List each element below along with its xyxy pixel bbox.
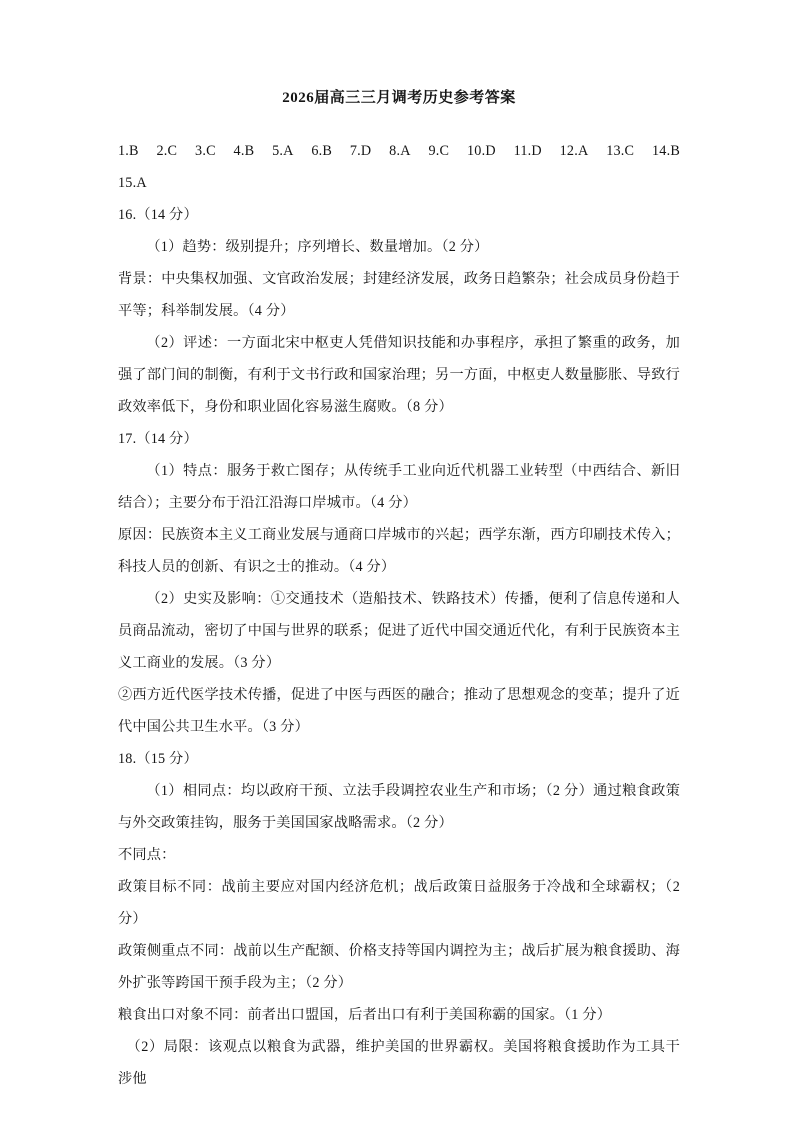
q17-part2-item2: ②西方近代医学技术传播，促进了中医与西医的融合；推动了思想观念的变革；提升了近代中国公共卫生水平。（3 分） [118,687,680,735]
q18-diff-focus: 政策侧重点不同：战前以生产配额、价格支持等国内调控为主；战后扩展为粮食援助、海外扩张等跨国干预手段为主；（2 分） [118,943,680,991]
q18-diff-goal: 政策目标不同：战前主要应对国内经济危机；战后政策日益服务于冷战和全球霸权；（2 分） [118,879,680,927]
mcq-answer-1: 1.B [118,143,139,159]
question-18-heading: 18.（15 分） [118,751,198,767]
page-title: 2026届高三三月调考历史参考答案 [282,90,516,106]
mcq-answer-12: 12.A [559,143,589,159]
q17-part1-features: （1）特点：服务于救亡图存；从传统手工业向近代机器工业转型（中西结合、新旧结合）；主要分布于沿江沿海口岸城市。（4 分） [118,463,680,511]
mcq-answer-13: 13.C [606,143,635,159]
mcq-answer-2: 2.C [156,143,178,159]
q18-part2-limitation: （2）局限：该观点以粮食为武器，维护美国的世界霸权。美国将粮食援助作为工具干涉他 [118,1039,680,1087]
mcq-answer-14: 14.B [652,143,680,159]
mcq-answer-8: 8.A [389,143,411,159]
q16-part2-review: （2）评述：一方面北宋中枢吏人凭借知识技能和办事程序，承担了繁重的政务，加强了部门间的制衡，有利于文书行政和国家治理；另一方面，中枢吏人数量膨胀、导致行政效率低下，身份和职业固化容易滋生腐败。（8 分） [118,335,680,415]
question-17-heading: 17.（14 分） [118,431,198,447]
q16-part1-trend: （1）趋势：级别提升；序列增长、数量增加。（2 分） [146,239,489,255]
q17-part1-reasons: 原因：民族资本主义工商业发展与通商口岸城市的兴起；西学东渐，西方印刷技术传入；科技人员的创新、有识之士的推动。（4 分） [118,527,680,575]
mcq-answer-6: 6.B [311,143,333,159]
question-16-heading: 16.（14 分） [118,207,198,223]
q17-part2-item1: （2）史实及影响：①交通技术（造船技术、铁路技术）传播，便利了信息传递和人员商品流动，密切了中国与世界的联系；促进了近代中国交通近代化，有利于民族资本主义工商业的发展。（3 分） [118,591,680,671]
mcq-answer-7: 7.D [349,143,372,159]
mcq-answers-row-2: 15.A [118,175,147,191]
mcq-answer-10: 10.D [466,143,496,159]
mcq-answer-3: 3.C [195,143,216,159]
mcq-answer-5: 5.A [272,143,294,159]
question-18-answer [118,743,680,1095]
mcq-answer-9: 9.C [428,143,450,159]
mcq-answers-row-1 [118,135,680,167]
q18-part1-same-points: （1）相同点：均以政府干预、立法手段调控农业生产和市场；（2 分）通过粮食政策与外交政策挂钩，服务于美国国家战略需求。（2 分） [118,783,680,831]
q16-part1-background: 背景：中央集权加强、文官政治发展；封建经济发展，政务日趋繁杂；社会成员身份趋于平等；科举制发展。（4 分） [118,271,680,319]
question-17-answer [118,423,680,743]
q18-diff-export: 粮食出口对象不同：前者出口盟国，后者出口有利于美国称霸的国家。（1 分） [118,1007,612,1023]
q18-diff-label: 不同点： [118,847,176,863]
question-16-answer [118,199,680,423]
mcq-answer-11: 11.D [513,143,542,159]
mcq-answer-4: 4.B [233,143,255,159]
